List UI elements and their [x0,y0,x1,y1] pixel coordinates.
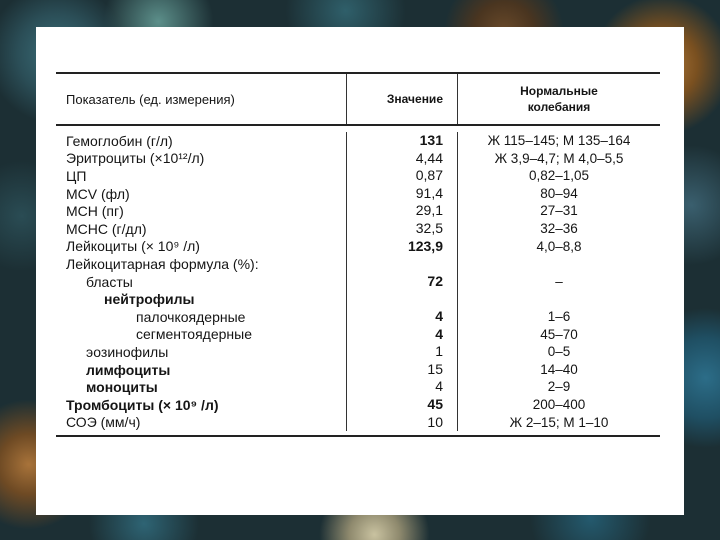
row-norm: 4,0–8,8 [536,238,582,254]
table-row [56,238,660,256]
row-indicator: Тромбоциты (× 10⁹ /л) [66,396,219,413]
row-value: 131 [346,132,458,150]
row-norm: 32–36 [540,220,578,236]
row-value: 0,87 [346,167,458,185]
table-header [56,72,660,126]
row-norm: Ж 115–145; М 135–164 [487,133,631,148]
table-row [56,255,660,273]
row-value: 45 [346,396,458,414]
row-norm: Ж 3,9–4,7; М 4,0–5,5 [494,150,624,166]
table-row [56,150,660,168]
row-indicator: MCHC (г/дл) [66,220,147,237]
row-indicator: лимфоциты [86,361,171,378]
row-value: 10 [346,414,458,432]
row-value: 4,44 [346,150,458,168]
row-value: 72 [346,273,458,291]
document-page [36,27,684,515]
table-row [56,167,660,185]
row-indicator: нейтрофилы [104,291,195,308]
row-norm [458,255,660,273]
row-norm: 27–31 [540,203,578,219]
header-value: Значение [346,74,458,124]
header-norm-line1: Нормальные [520,84,598,98]
table-row [56,185,660,203]
row-value: 4 [346,326,458,344]
row-value: 91,4 [346,185,458,203]
row-norm: 2–9 [547,379,571,395]
table-row [56,414,660,432]
row-value: 29,1 [346,202,458,220]
row-indicator: палочкоядерные [136,308,246,325]
row-value: 32,5 [346,220,458,238]
row-value: 4 [346,308,458,326]
table-row [56,396,660,414]
row-norm: 200–400 [532,396,586,412]
row-norm: 45–70 [540,326,578,342]
table-row [56,273,660,291]
row-indicator: MCH (пг) [66,203,124,220]
row-indicator: эозинофилы [86,343,169,360]
header-indicator: Показатель (ед. измерения) [66,91,235,107]
row-norm: 0–5 [547,344,571,360]
row-indicator: ЦП [66,167,87,184]
table-row [56,343,660,361]
row-value: 123,9 [346,238,458,256]
table-row [56,308,660,326]
table-row [56,202,660,220]
header-norm [458,83,660,115]
row-value: 15 [346,361,458,379]
row-value: 4 [346,378,458,396]
row-value [346,255,458,273]
row-norm: 1–6 [547,308,571,324]
table-row [56,361,660,379]
table-row [56,220,660,238]
table-row [56,132,660,150]
row-indicator: Лейкоциты (× 10⁹ /л) [66,238,200,255]
table-row [56,378,660,396]
row-norm: 14–40 [540,361,578,377]
row-norm [458,290,660,308]
table-row [56,326,660,344]
row-norm: – [555,273,563,289]
row-indicator: бласты [86,273,133,290]
row-indicator: сегментоядерные [136,326,252,343]
row-value: 1 [346,343,458,361]
row-value [346,290,458,308]
row-indicator: Гемоглобин (г/л) [66,132,173,149]
row-indicator: моноциты [86,379,158,396]
row-indicator: СОЭ (мм/ч) [66,414,141,431]
row-norm: 0,82–1,05 [528,168,590,184]
row-indicator: Эритроциты (×10¹²/л) [66,150,205,167]
table-row [56,290,660,308]
blood-test-table [56,72,660,437]
row-indicator: Лейкоцитарная формула (%): [66,255,259,272]
row-norm: 80–94 [540,185,578,201]
header-norm-line2: колебания [527,100,591,114]
table-body [56,126,660,437]
row-indicator: MCV (фл) [66,185,130,202]
row-norm: Ж 2–15; М 1–10 [509,414,609,430]
